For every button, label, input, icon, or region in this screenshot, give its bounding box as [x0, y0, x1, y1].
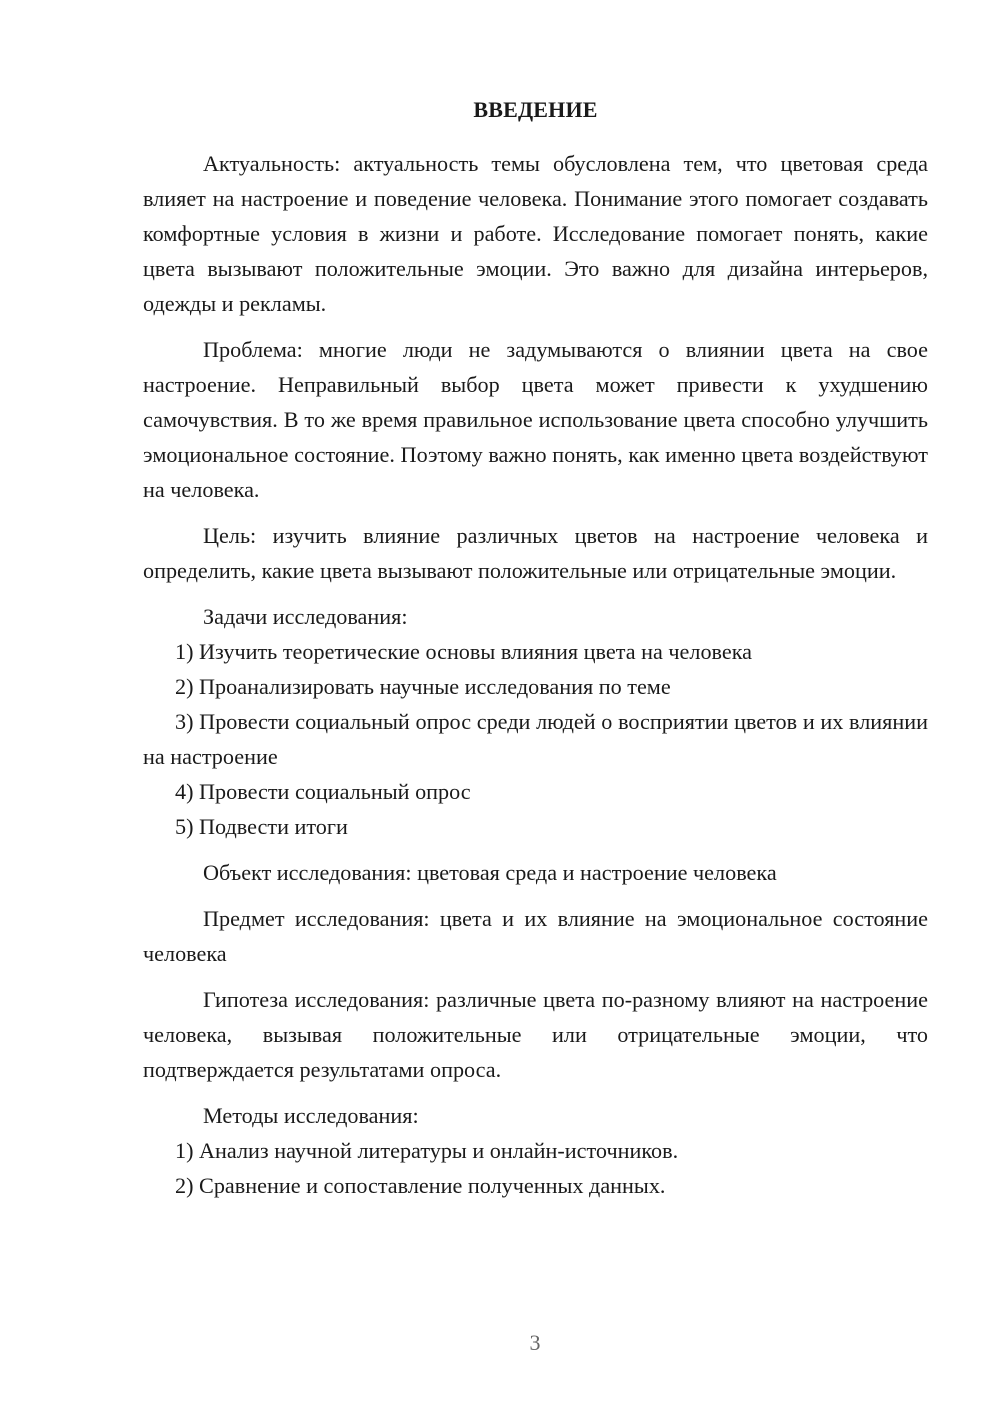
tasks-title: Задачи исследования: — [203, 604, 408, 629]
object-paragraph: Объект исследования: цветовая среда и настроение человека — [203, 860, 777, 885]
document-page — [143, 92, 928, 1203]
task-item-3: 3) Провести социальный опрос среди людей о восприятии цветов и их влиянии на настроение — [143, 709, 928, 769]
goal-paragraph: Цель: изучить влияние различных цветов на настроение человека и определить, какие цвета вызывают положительные или отрицательные эмоции. — [143, 523, 928, 583]
relevance-paragraph: Актуальность: актуальность темы обусловлена тем, что цветовая среда влияет на настроение и поведение человека. Понимание этого помогает создавать комфортные условия в жизни и работе. Исследование помогает понять, какие цвета вызывают положительные эмоции. Это важно для дизайна интерьеров, одежды и рекламы. — [143, 151, 928, 316]
task-item-4: 4) Провести социальный опрос — [175, 779, 471, 804]
page-number: 3 — [529, 1330, 541, 1355]
problem-paragraph: Проблема: многие люди не задумываются о влиянии цвета на свое настроение. Неправильный выбор цвета может привести к ухудшению самочувствия. В то же время правильное использование цвета способно улучшить эмоциональное состояние. Поэтому важно понять, как именно цвета воздействуют на человека. — [143, 337, 928, 502]
hypothesis-paragraph: Гипотеза исследования: различные цвета по-разному влияют на настроение человека, вызывая положительные или отрицательные эмоции, что подтверждается результатами опроса. — [143, 987, 928, 1082]
method-item-2: 2) Сравнение и сопоставление полученных данных. — [175, 1173, 666, 1198]
task-item-5: 5) Подвести итоги — [175, 814, 348, 839]
method-item-1: 1) Анализ научной литературы и онлайн-источников. — [175, 1138, 679, 1163]
task-item-1: 1) Изучить теоретические основы влияния цвета на человека — [175, 639, 753, 664]
task-item-2: 2) Проанализировать научные исследования по теме — [175, 674, 671, 699]
section-heading: ВВЕДЕНИЕ — [473, 97, 598, 122]
subject-paragraph: Предмет исследования: цвета и их влияние на эмоциональное состояние человека — [143, 906, 928, 966]
methods-title: Методы исследования: — [203, 1103, 419, 1128]
